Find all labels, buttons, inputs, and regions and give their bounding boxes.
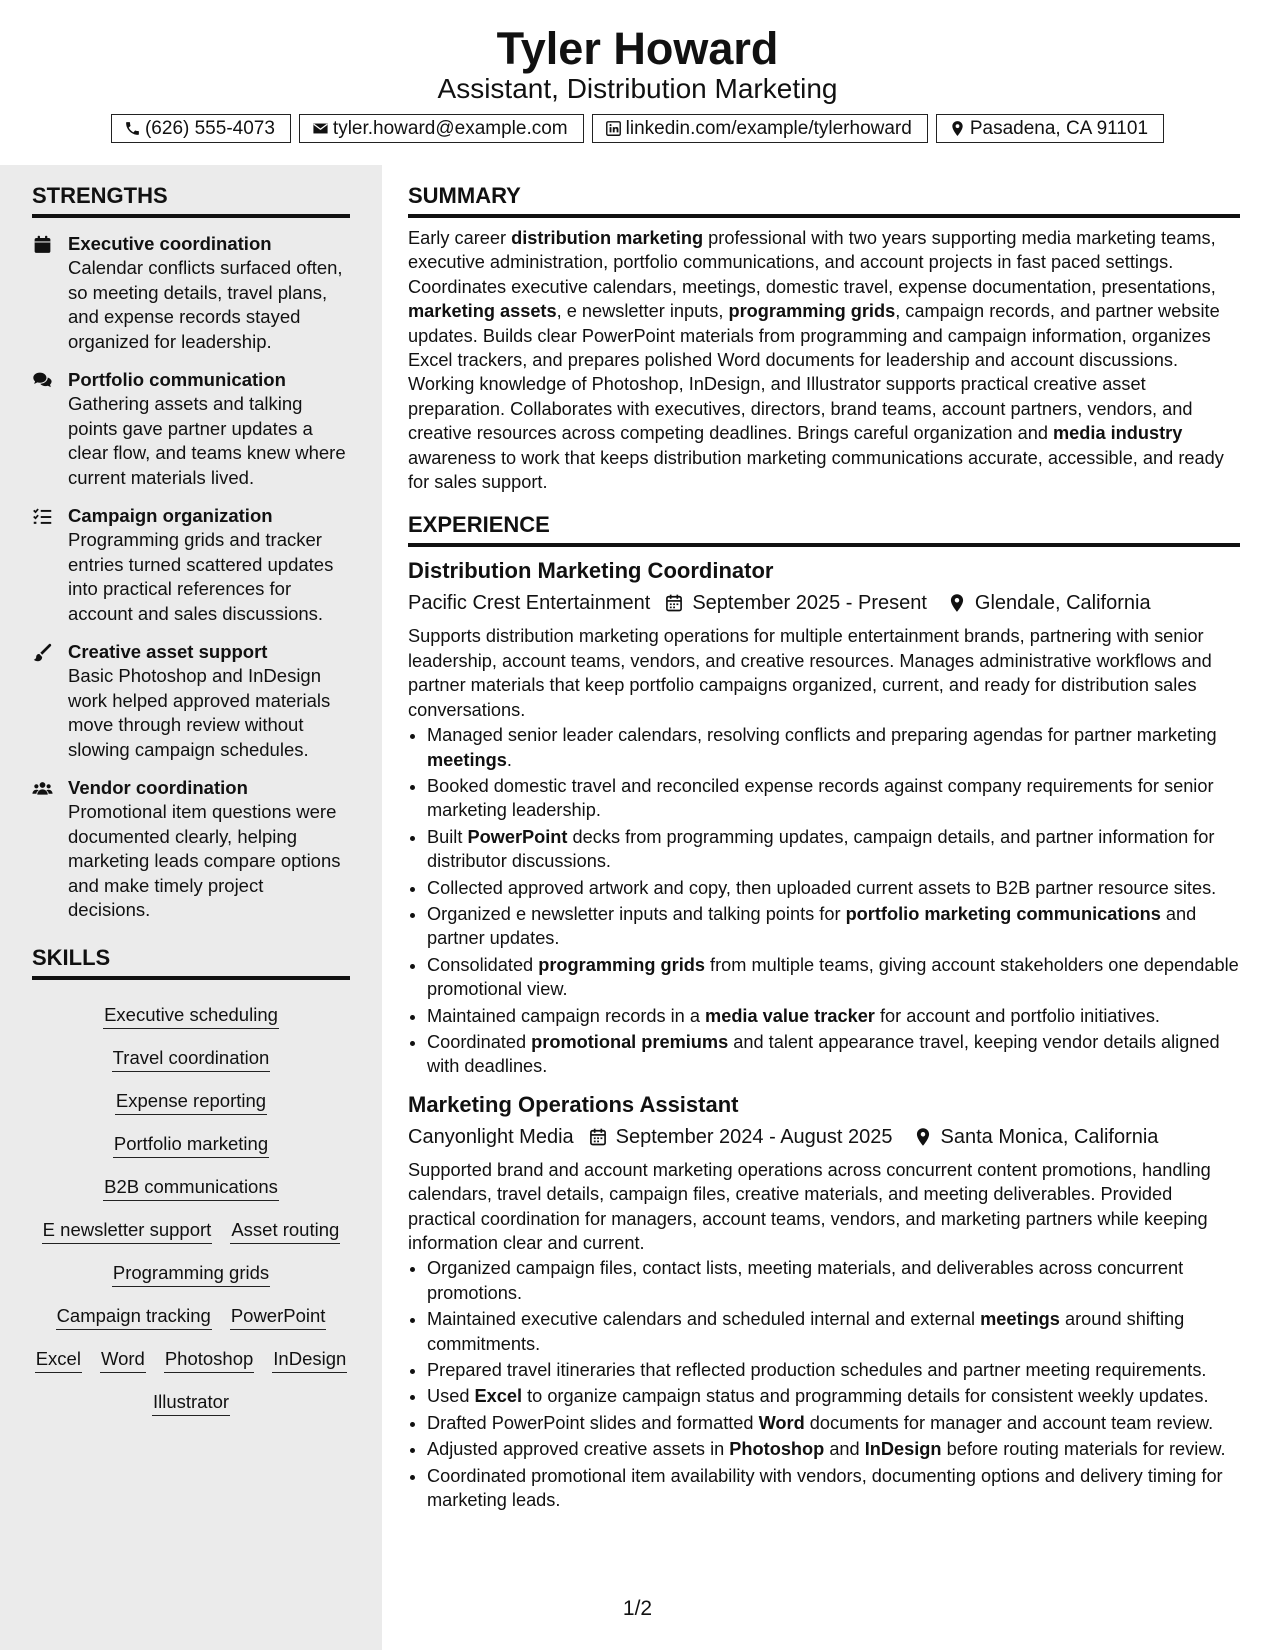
text-run: decks from programming updates, campaign details, and partner information for distributor discussions. bbox=[427, 826, 1215, 872]
skill-tag: InDesign bbox=[272, 1347, 347, 1373]
job-bullet bbox=[427, 1004, 1240, 1028]
contact-bar bbox=[0, 114, 1275, 143]
strength-desc: Programming grids and tracker entries turned scattered updates into practical references for account and sales discussions. bbox=[68, 529, 334, 624]
job-entry bbox=[408, 557, 1240, 1078]
text-run: Managed senior leader calendars, resolving conflicts and preparing agendas for partner marketing bbox=[427, 725, 1217, 746]
bold-keyword: marketing assets bbox=[408, 301, 557, 322]
calendar-outline-icon bbox=[664, 593, 684, 613]
job-bullet bbox=[427, 723, 1240, 772]
location-pin-icon bbox=[947, 593, 967, 613]
text-run: Coordinated bbox=[427, 1031, 532, 1052]
bold-keyword: media industry bbox=[1053, 423, 1183, 444]
text-run: around shifting commitments. bbox=[427, 1309, 1185, 1354]
bold-keyword: PowerPoint bbox=[467, 826, 568, 847]
skill-tag: Photoshop bbox=[164, 1347, 254, 1373]
job-bullet bbox=[427, 1411, 1240, 1435]
text-run: Maintained executive calendars and scheduled internal and external bbox=[427, 1309, 981, 1330]
calendar-icon bbox=[32, 234, 53, 255]
text-run: to organize campaign status and programming details for consistent weekly updates. bbox=[522, 1386, 1209, 1407]
skill-tag: Portfolio marketing bbox=[113, 1132, 269, 1158]
job-bullet bbox=[427, 774, 1240, 823]
candidate-name: Tyler Howard bbox=[496, 23, 779, 74]
resume-header bbox=[0, 0, 1275, 165]
text-run: Organized e newsletter inputs and talking points for bbox=[427, 903, 846, 924]
text-run: professional with two years supporting media marketing teams, executive administration, portfolio communications, and account projects in fast paced settings. Coordinates executive calendars, meetings, domestic travel, expense documentation, presentations, bbox=[408, 228, 1216, 297]
text-run: and bbox=[824, 1439, 865, 1460]
text-run: Coordinated promotional item availability with vendors, documenting options and delivery timing for marketing leads. bbox=[427, 1465, 1223, 1511]
text-run: before routing materials for review. bbox=[941, 1439, 1226, 1460]
text-run: , campaign records, and partner website updates. Builds clear PowerPoint materials from programming and campaign information, organizes Excel trackers, and prepares polished Word documents for leadership and account discussions. Working knowledge of Photoshop, InDesign, and Illustrator supports practical creative asset preparation. Collaborates with executives, directors, brand teams, account partners, vendors, and creative resources across competing deadlines. Brings careful organization and bbox=[408, 301, 1220, 444]
strength-desc: Promotional item questions were documented clearly, helping marketing leads compare options and make timely project decisions. bbox=[68, 801, 341, 920]
text-run: Collected approved artwork and copy, then uploaded current assets to B2B partner resource sites. bbox=[427, 877, 1217, 898]
text-run: Prepared travel itineraries that reflected production schedules and partner meeting requirements. bbox=[427, 1360, 1207, 1381]
job-entry bbox=[408, 1091, 1240, 1513]
contact-linkedin[interactable] bbox=[592, 114, 928, 143]
bold-keyword: meetings bbox=[427, 749, 507, 770]
text-run: awareness to work that keeps distribution marketing communications accurate, accessible, and ready for sales support. bbox=[408, 447, 1224, 493]
contact-phone[interactable] bbox=[111, 114, 291, 143]
skill-tag: Programming grids bbox=[112, 1261, 270, 1287]
summary-paragraph bbox=[408, 226, 1240, 494]
job-bullet bbox=[427, 1464, 1240, 1513]
bold-keyword: InDesign bbox=[864, 1439, 942, 1460]
skills-list bbox=[32, 986, 350, 1416]
skill-tag: Illustrator bbox=[152, 1390, 230, 1416]
job-title: Marketing Operations Assistant bbox=[408, 1091, 739, 1117]
job-bullet bbox=[427, 902, 1240, 951]
job-bullet bbox=[427, 1030, 1240, 1079]
job-meta bbox=[408, 1124, 1240, 1150]
skill-tag: B2B communications bbox=[103, 1175, 279, 1201]
location-pin-icon bbox=[913, 1127, 933, 1147]
text-run: Used bbox=[427, 1386, 475, 1407]
bold-keyword: Excel bbox=[474, 1386, 523, 1407]
job-description: Supports distribution marketing operations for multiple entertainment brands, partnering with senior leadership, account teams, vendors, and creative resources. Manages administrative workflows and partner materials that keep portfolio campaigns organized, current, and ready for distribution sales conversations. bbox=[408, 626, 1212, 720]
job-bullet bbox=[427, 825, 1240, 874]
job-description: Supported brand and account marketing operations across concurrent content promotions, handling calendars, travel details, campaign files, creative materials, and meeting deliverables. Provided practical coordination for managers, account teams, vendors, and marketing partners while keeping information clear and current. bbox=[408, 1159, 1211, 1253]
bold-keyword: Photoshop bbox=[729, 1439, 825, 1460]
strength-title: Portfolio communication bbox=[68, 369, 286, 390]
skill-tag: Travel coordination bbox=[112, 1046, 271, 1072]
strength-item bbox=[32, 776, 350, 923]
job-bullet bbox=[427, 953, 1240, 1002]
strength-title: Campaign organization bbox=[68, 505, 273, 526]
text-run: and partner updates. bbox=[427, 903, 1197, 949]
job-location: Glendale, California bbox=[974, 592, 1151, 615]
job-bullet bbox=[427, 1256, 1240, 1305]
job-company: Pacific Crest Entertainment bbox=[408, 592, 651, 615]
text-run: Early career bbox=[408, 228, 512, 248]
sidebar bbox=[0, 165, 382, 1650]
text-run: . bbox=[506, 749, 512, 770]
page-number: 1/2 bbox=[622, 1597, 653, 1620]
strengths-heading: STRENGTHS bbox=[32, 183, 350, 218]
calendar-outline-icon bbox=[588, 1127, 608, 1147]
job-bullets bbox=[408, 723, 1240, 1079]
text-run: Maintained campaign records in a bbox=[427, 1005, 706, 1026]
checklist-icon bbox=[32, 506, 53, 527]
bold-keyword: distribution marketing bbox=[511, 228, 704, 248]
skills-heading: SKILLS bbox=[32, 945, 350, 980]
bold-keyword: portfolio marketing communications bbox=[845, 903, 1161, 924]
bold-keyword: media value tracker bbox=[705, 1005, 875, 1026]
job-dates: September 2025 - Present bbox=[692, 592, 927, 615]
bold-keyword: programming grids bbox=[538, 954, 705, 975]
bold-keyword: programming grids bbox=[728, 301, 896, 322]
text-run: Adjusted approved creative assets in bbox=[427, 1439, 730, 1460]
skill-tag: Word bbox=[100, 1347, 146, 1373]
main-content bbox=[408, 183, 1240, 1514]
linkedin-icon bbox=[605, 120, 622, 137]
skill-tag: Expense reporting bbox=[115, 1089, 267, 1115]
bold-keyword: Word bbox=[758, 1412, 805, 1433]
phone-icon bbox=[124, 120, 141, 137]
skill-tag: Excel bbox=[35, 1347, 82, 1373]
job-bullets bbox=[408, 1256, 1240, 1512]
skill-tag: Executive scheduling bbox=[103, 1003, 279, 1029]
job-bullet bbox=[427, 1384, 1240, 1408]
contact-location-text: Pasadena, CA 91101 bbox=[969, 118, 1149, 139]
text-run: from multiple teams, giving account stakeholders one dependable promotional view. bbox=[427, 954, 1239, 1000]
job-location: Santa Monica, California bbox=[940, 1125, 1159, 1148]
text-run: Consolidated bbox=[427, 954, 539, 975]
contact-email-text: tyler.howard@example.com bbox=[332, 118, 568, 139]
contact-phone-text: (626) 555-4073 bbox=[144, 118, 275, 139]
strength-title: Creative asset support bbox=[68, 641, 268, 662]
job-dates: September 2024 - August 2025 bbox=[615, 1125, 893, 1148]
strength-item bbox=[32, 368, 350, 490]
strength-item bbox=[32, 640, 350, 762]
strength-item bbox=[32, 232, 350, 354]
strength-title: Vendor coordination bbox=[68, 777, 248, 798]
text-run: and talent appearance travel, keeping vendor details aligned with deadlines. bbox=[427, 1031, 1220, 1077]
summary-heading: SUMMARY bbox=[408, 183, 1240, 218]
strength-item bbox=[32, 504, 350, 626]
job-bullet bbox=[427, 1358, 1240, 1382]
job-bullet bbox=[427, 1437, 1240, 1461]
text-run: Built bbox=[427, 826, 468, 847]
contact-location bbox=[936, 114, 1164, 143]
experience-heading: EXPERIENCE bbox=[408, 512, 1240, 547]
envelope-icon bbox=[312, 120, 329, 137]
text-run: Organized campaign files, contact lists, meeting materials, and deliverables across concurrent promotions. bbox=[427, 1258, 1184, 1303]
comments-icon bbox=[32, 370, 53, 391]
skill-tag: Asset routing bbox=[230, 1218, 340, 1244]
skill-tag: PowerPoint bbox=[230, 1304, 327, 1330]
strength-desc: Calendar conflicts surfaced often, so meeting details, travel plans, and expense records stayed organized for leadership. bbox=[68, 257, 343, 352]
text-run: for account and portfolio initiatives. bbox=[874, 1005, 1160, 1026]
job-bullet bbox=[427, 876, 1240, 900]
job-company: Canyonlight Media bbox=[408, 1125, 574, 1148]
job-bullet bbox=[427, 1307, 1240, 1356]
candidate-role: Assistant, Distribution Marketing bbox=[437, 73, 838, 104]
contact-email[interactable] bbox=[299, 114, 584, 143]
paintbrush-icon bbox=[32, 642, 53, 663]
text-run: , e newsletter inputs, bbox=[556, 301, 729, 322]
users-icon bbox=[32, 778, 53, 799]
bold-keyword: promotional premiums bbox=[531, 1031, 729, 1052]
job-title: Distribution Marketing Coordinator bbox=[408, 558, 774, 584]
job-meta bbox=[408, 590, 1240, 616]
skill-tag: E newsletter support bbox=[42, 1218, 213, 1244]
text-run: Booked domestic travel and reconciled expense records against company requirements for senior marketing leadership. bbox=[427, 775, 1214, 821]
bold-keyword: meetings bbox=[980, 1309, 1060, 1330]
skill-tag: Campaign tracking bbox=[56, 1304, 212, 1330]
location-pin-icon bbox=[949, 120, 966, 137]
strength-desc: Basic Photoshop and InDesign work helped approved materials move through review without slowing campaign schedules. bbox=[68, 665, 331, 760]
contact-linkedin-text: linkedin.com/example/tylerhoward bbox=[625, 118, 912, 139]
strength-title: Executive coordination bbox=[68, 233, 272, 254]
strength-desc: Gathering assets and talking points gave partner updates a clear flow, and teams knew where current materials lived. bbox=[68, 393, 346, 488]
text-run: Drafted PowerPoint slides and formatted bbox=[427, 1412, 759, 1433]
text-run: documents for manager and account team review. bbox=[804, 1412, 1214, 1433]
